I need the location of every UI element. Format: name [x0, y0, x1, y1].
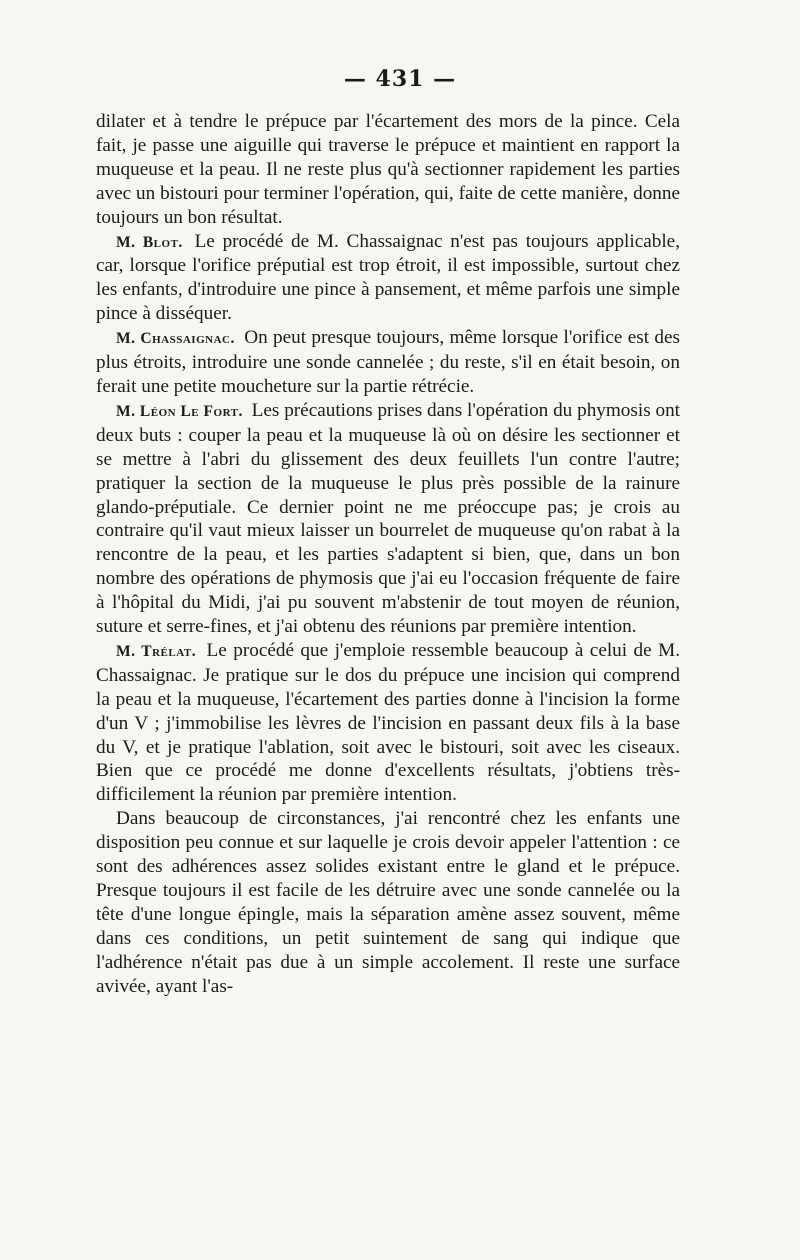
speaker-name: M. Léon Le Fort.: [116, 402, 243, 420]
page-number: — 431 —: [343, 66, 457, 92]
paragraph-adherences: [96, 807, 680, 998]
speaker-name: M. Blot.: [116, 233, 183, 251]
paragraph-text: Les précautions prises dans l'opération du phymosis ont deux buts : couper la peau et la muqueuse là où on désire les sectionner et se mettre à l'abri du glissement des deux feuillets l'un contre l'autre; pratiquer la section de la muqueuse le plus près possible de la rainure glando-préputiale. Ce dernier point ne me préoccupe pas; je crois au contraire qu'il vaut mieux laisser un bourrelet de muqueuse qu'on rabat à la rencontre de la peau, et les parties s'adaptent si bien, que, dans un bon nombre des opérations de phymosis que j'ai eu l'occasion fréquente de faire à l'hôpital du Midi, j'ai pu souvent m'abstenir de tout moyen de réunion, suture et serre-fines, et j'ai obtenu des réunions par première intention.: [96, 399, 680, 638]
body-text: [96, 110, 680, 999]
paragraph-trelat: [96, 639, 680, 807]
paragraph-text: Le procédé de M. Chassaignac n'est pas toujours applicable, car, lorsque l'orifice préputial est trop étroit, il est impossible, surtout chez les enfants, d'introduire une pince à pansement, et même parfois une simple pince à disséquer.: [96, 230, 680, 325]
paragraph-blot: [96, 230, 680, 327]
paragraph-text: dilater et à tendre le prépuce par l'écartement des mors de la pince. Cela fait, je passe une aiguille qui traverse le prépuce et maintient en rapport la muqueuse et la peau. Il ne reste plus qu'à sectionner rapidement les parties avec un bistouri pour terminer l'opération, qui, faite de cette manière, donne toujours un bon résultat.: [96, 111, 680, 228]
paragraph-text: Le procédé que j'emploie ressemble beaucoup à celui de M. Chassaignac. Je pratique sur le dos du prépuce une incision qui comprend la peau et la muqueuse, l'écartement des parties donne à l'incision la forme d'un V ; j'immobilise les lèvres de l'incision en passant deux fils à la base du V, et je pratique l'ablation, soit avec le bistouri, soit avec les ciseaux. Bien que ce procédé me donne d'excellents résultats, j'obtiens très-difficilement la réunion par première intention.: [96, 639, 680, 806]
paragraph-continuation: [96, 110, 680, 230]
paragraph-text: On peut presque toujours, même lorsque l'orifice est des plus étroits, introduire une sonde cannelée ; du reste, s'il en était besoin, on ferait une petite moucheture sur la partie rétrécie.: [96, 327, 681, 397]
speaker-name: M. Chassaignac.: [116, 330, 235, 348]
speaker-name: M. Trélat.: [116, 642, 197, 660]
paragraph-le-fort: [96, 399, 680, 639]
paragraph-text: Dans beaucoup de circonstances, j'ai rencontré chez les enfants une disposition peu connue et sur laquelle je crois devoir appeler l'attention : ce sont des adhérences assez solides existant entre le gland et le prépuce. Presque toujours il est facile de les détruire avec une sonde cannelée ou la tête d'une longue épingle, mais la séparation amène assez souvent, même dans ces conditions, un petit suintement de sang qui indique que l'adhérence n'était pas due à un simple accolement. Il reste une surface avivée, ayant l'as-: [96, 808, 680, 997]
paragraph-chassaignac: [96, 326, 680, 399]
